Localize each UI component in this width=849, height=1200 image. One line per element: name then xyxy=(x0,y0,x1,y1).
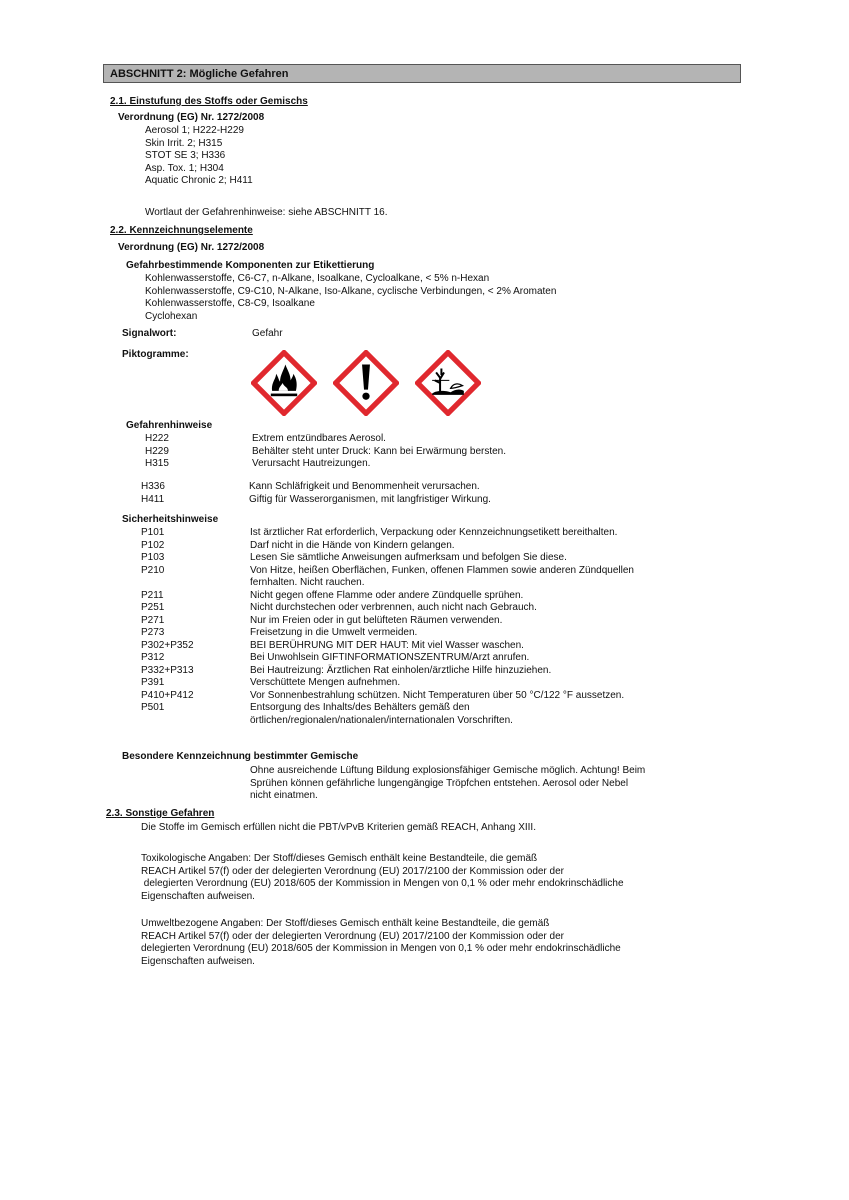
hazard-code: H336 xyxy=(141,481,165,492)
precaution-row xyxy=(141,602,701,615)
hazard-text: Kann Schläfrigkeit und Benommenheit verursachen. xyxy=(249,481,480,492)
classification-item: Aerosol 1; H222-H229 xyxy=(145,125,244,136)
precaution-text: Verschüttete Mengen aufnehmen. xyxy=(250,677,401,688)
exclamation-mark-icon xyxy=(333,350,399,416)
special-line: nicht einatmen. xyxy=(250,790,318,801)
precaution-text: örtlichen/regionalen/nationalen/internationalen Vorschriften. xyxy=(250,714,513,726)
hazard-statement-row xyxy=(141,494,641,507)
hazard-text: Giftig für Wasserorganismen, mit langfristiger Wirkung. xyxy=(249,493,491,505)
paragraph-line: Eigenschaften aufweisen. xyxy=(141,955,255,967)
precaution-row xyxy=(141,552,701,565)
hazard-statement-row xyxy=(145,433,645,446)
environmental-info xyxy=(141,918,621,968)
precaution-code: P103 xyxy=(141,552,165,563)
precaution-row xyxy=(141,702,701,715)
paragraph-line: Toxikologische Angaben: Der Stoff/dieses Gemisch enthält keine Bestandteile, die gemäß xyxy=(141,853,538,864)
precaution-row xyxy=(141,690,701,703)
hazard-statement-row xyxy=(145,446,645,459)
hazard-statement-row xyxy=(145,458,645,471)
hazard-code: H229 xyxy=(145,445,169,457)
paragraph-line: Eigenschaften aufweisen. xyxy=(141,890,255,902)
subsection-title-2-1: 2.1. Einstufung des Stoffs oder Gemischs xyxy=(110,96,308,107)
hazard-statement-row xyxy=(141,481,641,494)
precaution-row-continued xyxy=(141,715,701,728)
section-header xyxy=(103,64,741,83)
precaution-code: P211 xyxy=(141,589,164,601)
precautionary-statements-label: Sicherheitshinweise xyxy=(122,514,219,525)
precaution-text: Nicht durchstechen oder verbrennen, auch nicht nach Gebrauch. xyxy=(250,602,537,613)
precaution-code: P410+P412 xyxy=(141,689,194,701)
hazard-text: Extrem entzündbares Aerosol. xyxy=(252,433,386,444)
classification-item: STOT SE 3; H336 xyxy=(145,150,226,161)
precaution-row xyxy=(141,627,701,640)
precaution-row xyxy=(141,640,701,653)
classification-list xyxy=(145,125,253,188)
precaution-row xyxy=(141,652,701,665)
subsection-title-2-3: 2.3. Sonstige Gefahren xyxy=(106,808,215,819)
precaution-text: Entsorgung des Inhalts/des Behälters gemäß den xyxy=(250,702,470,713)
flame-icon xyxy=(251,350,317,416)
precaution-text: Nicht gegen offene Flamme oder andere Zündquelle sprühen. xyxy=(250,589,524,601)
precaution-text: Bei Unwohlsein GIFTINFORMATIONSZENTRUM/Arzt anrufen. xyxy=(250,652,530,663)
hazard-wording-note: Wortlaut der Gefahrenhinweise: siehe ABSCHNITT 16. xyxy=(145,207,388,218)
components-label: Gefahrbestimmende Komponenten zur Etikettierung xyxy=(126,260,375,271)
precaution-text: Von Hitze, heißen Oberflächen, Funken, offenen Flammen sowie anderen Zündquellen xyxy=(250,564,634,576)
precaution-text: Darf nicht in die Hände von Kindern gelangen. xyxy=(250,539,455,551)
paragraph-line: delegierten Verordnung (EU) 2018/605 der Kommission in Mengen von 0,1 % oder mehr endokrinschädliche xyxy=(141,878,624,889)
precaution-text: Nur im Freien oder in gut belüfteten Räumen verwenden. xyxy=(250,614,503,626)
component-item: Kohlenwasserstoffe, C9-C10, N-Alkane, Iso-Alkane, cyclische Verbindungen, < 2% Aromaten xyxy=(145,285,557,297)
precaution-code: P102 xyxy=(141,539,165,551)
signal-word-value: Gefahr xyxy=(252,328,283,339)
hazard-statements-list xyxy=(145,433,645,471)
special-labelling-text xyxy=(250,765,645,803)
hazard-statements-list-2 xyxy=(141,481,641,506)
component-item: Cyclohexan xyxy=(145,310,198,322)
precaution-code: P302+P352 xyxy=(141,639,194,651)
paragraph-line: REACH Artikel 57(f) oder der delegierten Verordnung (EU) 2017/2100 der Kommission oder der xyxy=(141,865,564,877)
classification-item: Aquatic Chronic 2; H411 xyxy=(145,175,253,186)
precautionary-statements-list xyxy=(141,527,701,727)
environment-icon xyxy=(415,350,481,416)
special-line: Sprühen können gefährliche lungengängige Tröpfchen entstehen. Aerosol oder Nebel xyxy=(250,777,629,789)
precaution-text: Bei Hautreizung: Ärztlichen Rat einholen/ärztliche Hilfe hinzuziehen. xyxy=(250,664,552,676)
hazard-text: Behälter steht unter Druck: Kann bei Erwärmung bersten. xyxy=(252,445,507,457)
precaution-code: P101 xyxy=(141,527,165,538)
precaution-code: P332+P313 xyxy=(141,664,194,676)
precaution-code: P273 xyxy=(141,627,165,638)
subsection-title-2-2: 2.2. Kennzeichnungselemente xyxy=(110,225,253,236)
precaution-text: Vor Sonnenbestrahlung schützen. Nicht Temperaturen über 50 °C/122 °F aussetzen. xyxy=(250,689,625,701)
precaution-code: P271 xyxy=(141,614,165,626)
regulation-label: Verordnung (EG) Nr. 1272/2008 xyxy=(118,242,265,253)
section-title: ABSCHNITT 2: Mögliche Gefahren xyxy=(110,68,289,80)
classification-item: Asp. Tox. 1; H304 xyxy=(145,162,224,174)
pictograms-label: Piktogramme: xyxy=(122,349,189,360)
precaution-code: P501 xyxy=(141,702,165,713)
components-list xyxy=(145,273,556,323)
hazard-code: H315 xyxy=(145,458,169,469)
component-item: Kohlenwasserstoffe, C8-C9, Isoalkane xyxy=(145,298,315,309)
hazard-statements-label: Gefahrenhinweise xyxy=(126,420,213,431)
special-line: Ohne ausreichende Lüftung Bildung explosionsfähiger Gemische möglich. Achtung! Beim xyxy=(250,765,646,776)
precaution-code: P251 xyxy=(141,602,165,613)
precaution-code: P391 xyxy=(141,677,165,688)
precaution-text: Ist ärztlicher Rat erforderlich, Verpackung oder Kennzeichnungsetikett bereithalten. xyxy=(250,527,618,538)
precaution-code: P312 xyxy=(141,652,165,663)
regulation-label: Verordnung (EG) Nr. 1272/2008 xyxy=(118,112,265,123)
precaution-row xyxy=(141,677,701,690)
precaution-text: Freisetzung in die Umwelt vermeiden. xyxy=(250,627,418,638)
precaution-row xyxy=(141,615,701,628)
paragraph-line: delegierten Verordnung (EU) 2018/605 der Kommission in Mengen von 0,1 % oder mehr endokrinschädliche xyxy=(141,943,621,954)
precaution-row xyxy=(141,565,701,578)
special-labelling-label: Besondere Kennzeichnung bestimmter Gemische xyxy=(122,751,359,762)
precaution-text: Lesen Sie sämtliche Anweisungen aufmerksam und befolgen Sie diese. xyxy=(250,552,567,563)
hazard-code: H411 xyxy=(141,493,165,505)
precaution-row-continued xyxy=(141,577,701,590)
precaution-text: BEI BERÜHRUNG MIT DER HAUT: Mit viel Wasser waschen. xyxy=(250,639,524,651)
hazard-text: Verursacht Hautreizungen. xyxy=(252,458,371,469)
component-item: Kohlenwasserstoffe, C6-C7, n-Alkane, Isoalkane, Cycloalkane, < 5% n-Hexan xyxy=(145,273,490,284)
precaution-text: fernhalten. Nicht rauchen. xyxy=(250,577,365,588)
pbt-statement: Die Stoffe im Gemisch erfüllen nicht die PBT/vPvB Kriterien gemäß REACH, Anhang XIII. xyxy=(141,822,536,833)
classification-item: Skin Irrit. 2; H315 xyxy=(145,137,223,149)
precaution-code: P210 xyxy=(141,564,165,576)
paragraph-line: REACH Artikel 57(f) oder der delegierten Verordnung (EU) 2017/2100 der Kommission oder der xyxy=(141,930,564,942)
precaution-row xyxy=(141,527,701,540)
precaution-row xyxy=(141,540,701,553)
paragraph-line: Umweltbezogene Angaben: Der Stoff/dieses Gemisch enthält keine Bestandteile, die gemäß xyxy=(141,918,550,929)
precaution-row xyxy=(141,590,701,603)
signal-word-label: Signalwort: xyxy=(122,328,177,339)
hazard-code: H222 xyxy=(145,433,169,444)
precaution-row xyxy=(141,665,701,678)
toxicological-info xyxy=(141,853,624,903)
